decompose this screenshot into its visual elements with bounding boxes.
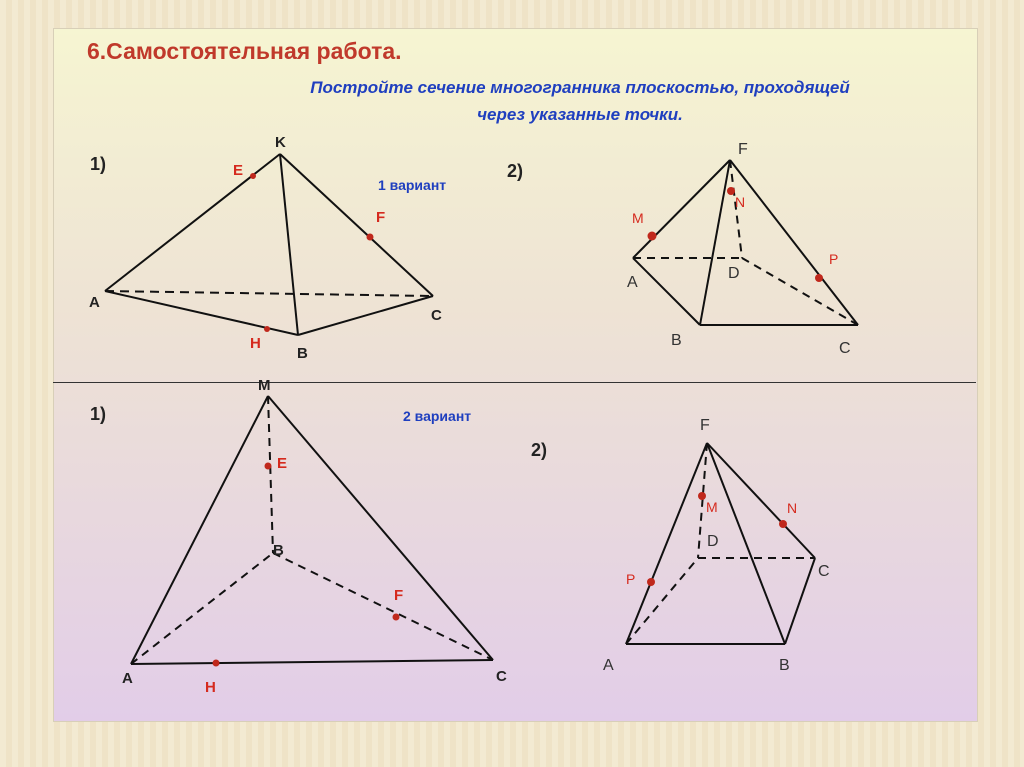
v1t2-vertex-f: F <box>738 141 748 158</box>
v1t1-vertex-a: A <box>89 294 100 311</box>
instruction-line-2: через указанные точки. <box>477 105 683 124</box>
edge-mb-hidden <box>268 396 273 553</box>
variant1-heading: 1 вариант <box>378 177 447 193</box>
v1t1-point-e <box>250 173 256 179</box>
instruction-line-1: Постройте сечение многогранника плоскостью, проходящей <box>310 78 850 97</box>
v2t2-label-p: P <box>626 571 636 587</box>
v1t2-label-p: P <box>829 251 839 267</box>
edge-fa <box>626 443 707 644</box>
v2-task1-number: 1) <box>90 404 107 424</box>
v1t2-point-p <box>815 274 823 282</box>
v2t2-vertex-b: B <box>779 657 790 674</box>
v2t2-vertex-a: A <box>603 657 614 674</box>
v2t2-vertex-c: C <box>818 563 830 580</box>
edge-kc <box>280 154 433 296</box>
v2t2-label-m: M <box>706 499 718 515</box>
v1t2-vertex-d: D <box>728 265 740 282</box>
edge-fc <box>707 443 815 558</box>
v2t1-vertex-a: A <box>122 670 133 687</box>
edge-ac-hidden <box>105 291 433 296</box>
v1t1-label-f: F <box>376 209 386 226</box>
v1t1-vertex-k: K <box>275 134 286 151</box>
edge-bc-hidden <box>273 553 493 660</box>
edge-ac <box>131 660 493 664</box>
v2t2-label-n: N <box>787 500 798 516</box>
v1t1-point-f <box>367 234 374 241</box>
v1t2-vertex-c: C <box>839 340 851 357</box>
slide-title: 6.Самостоятельная работа. <box>87 38 402 64</box>
edge-bc <box>785 558 815 644</box>
v2t2-vertex-d: D <box>707 533 719 550</box>
edge-ad-hidden <box>626 558 698 644</box>
edge-kb <box>280 154 298 335</box>
v1t2-point-n <box>727 187 735 195</box>
variant2-heading: 2 вариант <box>403 408 472 424</box>
v2-task2-number: 2) <box>531 440 548 460</box>
v2t1-point-e <box>265 463 272 470</box>
v2t2-point-p <box>647 578 655 586</box>
v1t1-label-h: H <box>250 335 261 352</box>
v1t2-vertex-a: A <box>627 274 638 291</box>
v2t1-vertex-b: B <box>273 542 284 559</box>
v2t1-label-e: E <box>277 455 288 472</box>
v1t2-label-m: M <box>632 210 644 226</box>
v2t1-vertex-m: M <box>258 377 271 394</box>
v1t1-vertex-b: B <box>297 345 308 362</box>
v2t2-point-n <box>779 520 787 528</box>
v2t2-point-m <box>698 492 706 500</box>
v2t1-point-f <box>393 614 400 621</box>
v1t1-vertex-c: C <box>431 307 442 324</box>
v1t2-label-n: N <box>735 194 746 210</box>
v1-task2-number: 2) <box>507 161 524 181</box>
edge-fc <box>730 160 858 325</box>
v2t1-label-f: F <box>394 587 404 604</box>
v2-pyramid-mabc <box>131 396 493 664</box>
v2t1-point-h <box>213 660 220 667</box>
v1-task1-number: 1) <box>90 154 107 174</box>
v2-pyramid-fabcd <box>626 443 815 644</box>
edge-dc-hidden <box>742 258 858 325</box>
edge-fb <box>707 443 785 644</box>
edge-mc <box>268 396 493 660</box>
edge-ab <box>633 258 700 325</box>
v2t1-label-h: H <box>205 679 216 696</box>
v2t2-vertex-f: F <box>700 417 710 434</box>
edge-ma <box>131 396 268 664</box>
v1t1-label-e: E <box>233 162 244 179</box>
v1t2-point-m <box>648 232 657 241</box>
v1-pyramid-fabcd <box>633 160 858 325</box>
v1t2-vertex-b: B <box>671 332 682 349</box>
edge-bc <box>298 296 433 335</box>
v2t1-vertex-c: C <box>496 668 507 685</box>
v1t1-point-h <box>264 326 270 332</box>
edge-ab-hidden <box>131 553 273 664</box>
